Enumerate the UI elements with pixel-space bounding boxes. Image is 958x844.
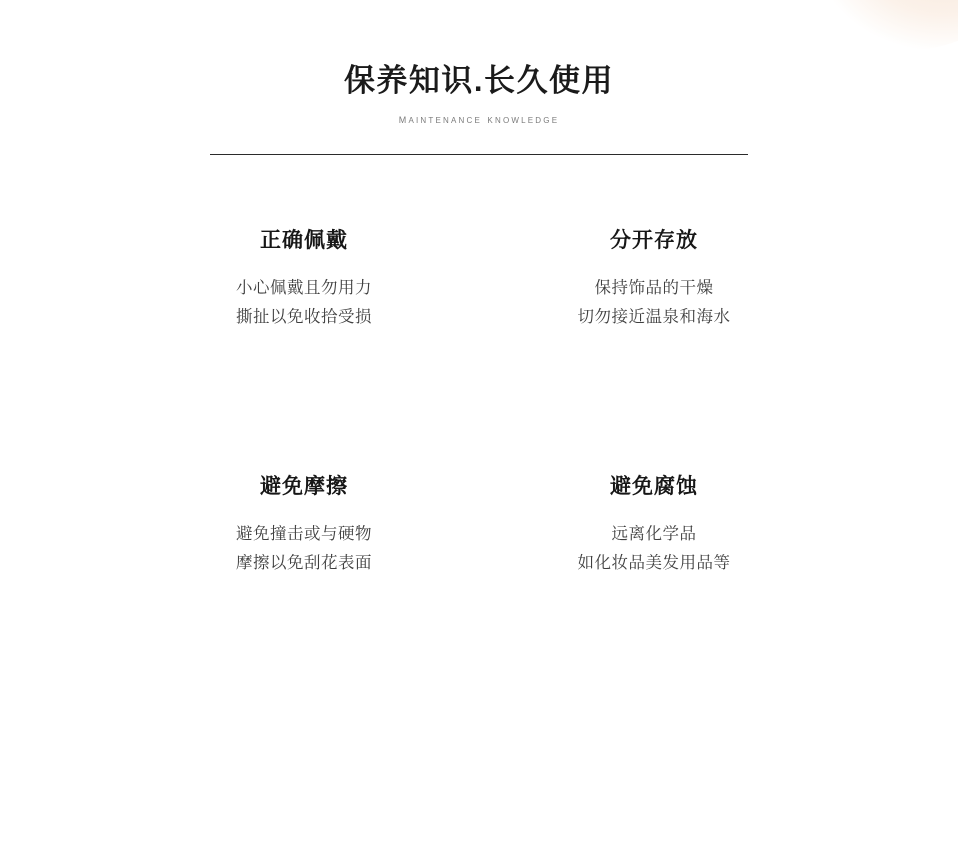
tip-line: 避免撞击或与硬物 [236,525,372,544]
tip-line: 小心佩戴且勿用力 [236,279,372,298]
tip-title: 正确佩戴 [260,229,348,253]
tip-title: 避免腐蚀 [610,475,698,499]
tip-body [129,274,479,332]
tip-card-separate-storage [479,213,829,459]
tip-title: 分开存放 [610,229,698,253]
tip-body [129,520,479,578]
bottom-spacer [0,578,958,579]
tip-line: 切勿接近温泉和海水 [577,308,731,327]
page-header [0,0,958,155]
tip-body [479,274,829,332]
tip-body [479,520,829,578]
tip-title: 避免摩擦 [260,475,348,499]
tip-line: 保持饰品的干燥 [594,279,714,298]
tip-card-avoid-corrosion [479,459,829,578]
tips-grid [129,155,829,578]
tip-line: 摩擦以免刮花表面 [236,554,372,573]
tip-line: 远离化学品 [611,525,697,544]
tip-card-correct-wearing [129,213,479,459]
page-title: 保养知识.长久使用 [343,63,615,98]
tip-card-avoid-friction [129,459,479,578]
tip-line: 如化妆品美发用品等 [577,554,731,573]
page-subtitle: maintenance knowledge [398,111,560,127]
tip-line: 撕扯以免收拾受损 [236,308,372,327]
